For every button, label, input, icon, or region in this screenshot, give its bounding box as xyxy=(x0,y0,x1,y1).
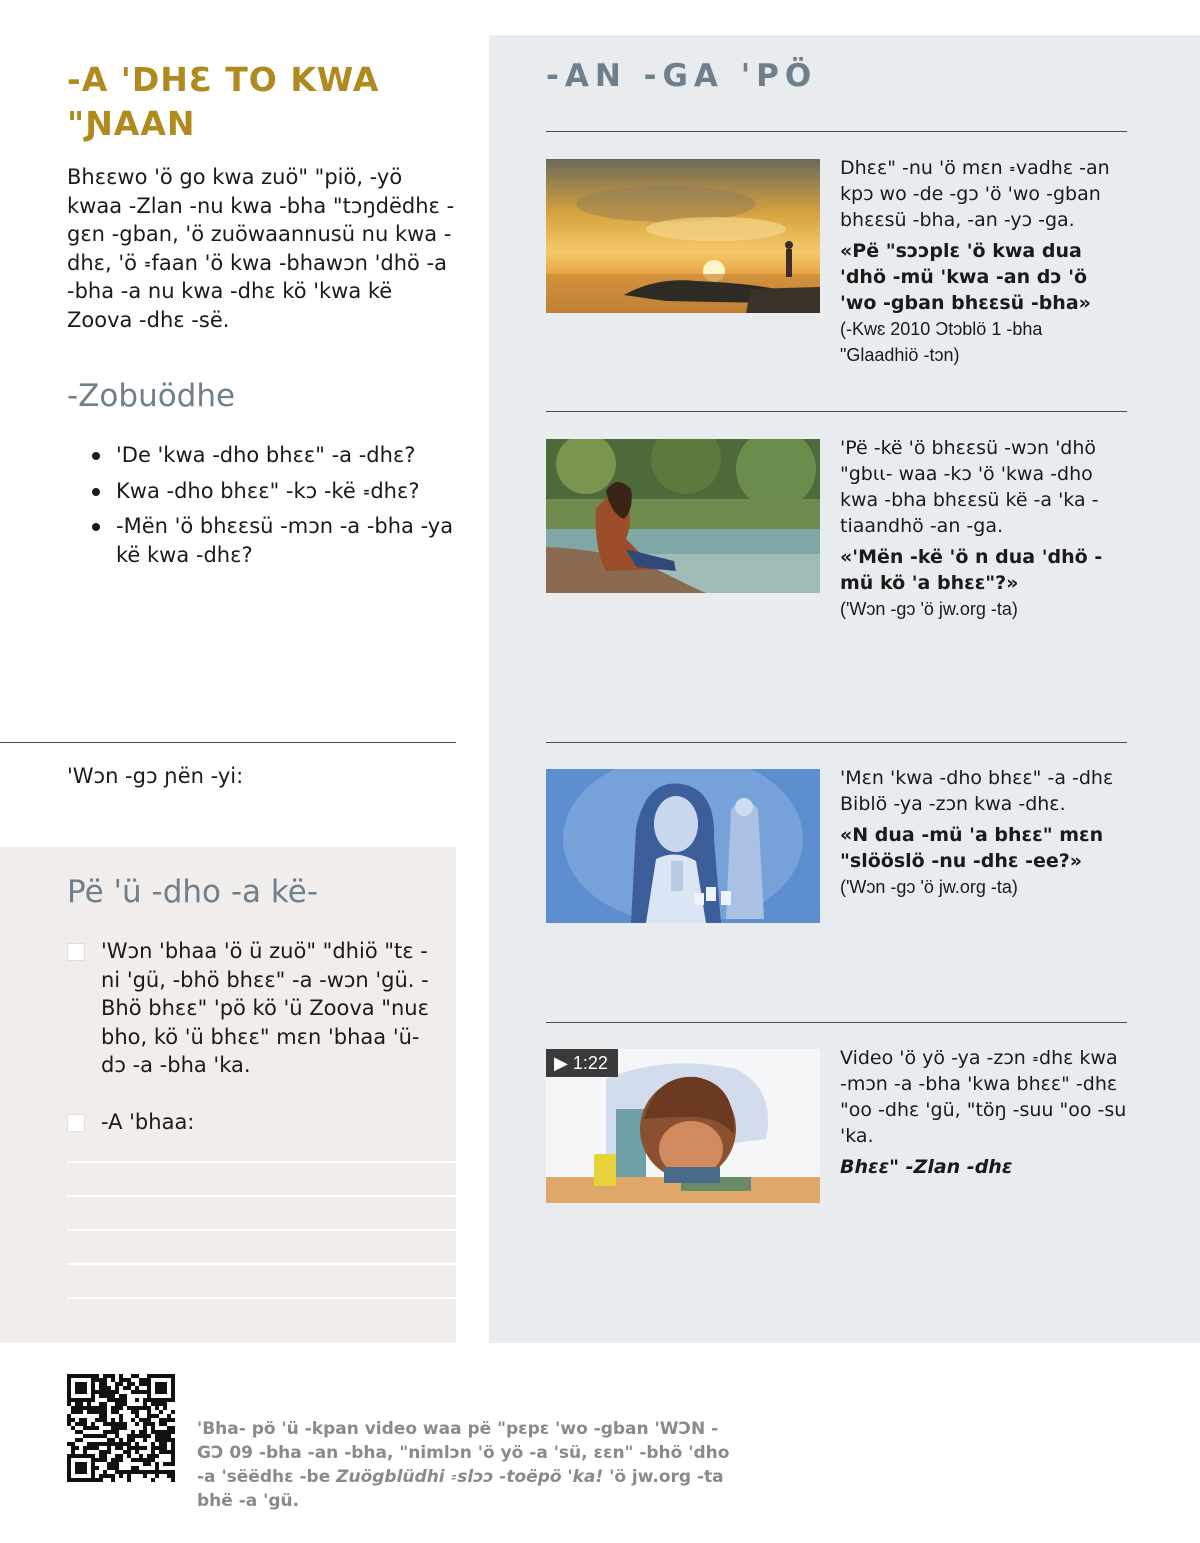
checkbox[interactable] xyxy=(67,1114,85,1132)
related-card-article xyxy=(840,155,1130,368)
card-source-italic: "Glaadhiö -tɔn) xyxy=(840,345,960,365)
practice-item-text: 'Wɔn 'bhaa 'ö ü zuö" "dhiö "tɛ -ni 'gü, -bhö bhɛɛ" -a -wɔn 'gü. -Bhö bhɛɛ" 'pö kö 'ü Zoova "nuɛ bho, kö 'ü bhɛɛ" mɛn 'bhaa 'ü- dɔ -a -bha 'ka. xyxy=(101,939,429,1077)
review-questions-list xyxy=(90,441,460,576)
related-card-video xyxy=(840,1045,1130,1180)
review-questions-heading: -Zobuödhe xyxy=(67,378,236,414)
divider xyxy=(546,1022,1127,1023)
lesson-title: -A 'DHƐ TO KWA "ƝAAN xyxy=(67,60,380,143)
divider xyxy=(546,131,1127,132)
card-description: 'Pë -kë 'ö bhɛɛsü -wɔn 'dhö "gbɩɩ- waa -kɔ 'ö 'kwa -dho kwa -bha bhɛɛsü kë -a 'ka -tiaandhö -an -ga. xyxy=(840,437,1099,537)
qr-code[interactable] xyxy=(67,1374,175,1482)
card-description: Dhɛɛ" -nu 'ö mɛn ꞊vadhɛ -an kpɔ wo -de -gɔ 'ö 'wo -gban bhɛɛsü -bha, -an -yɔ -ga. xyxy=(840,157,1110,231)
intro-paragraph: Bhɛɛwo 'ö go kwa zuö" "piö, -yö kwaa -Zlan -nu kwa -bha "tɔŋdëdhɛ -gɛn -gban, 'ö zuöwaannusü nu kwa -dhɛ, 'ö ꞊faan 'ö kwa -bhawɔn 'dhö -a -bha -a nu kwa -dhɛ kö 'kwa kë Zoova -dhɛ -së. xyxy=(67,165,455,332)
writing-line[interactable] xyxy=(67,1263,456,1265)
writing-line[interactable] xyxy=(67,1297,456,1299)
sunset-image[interactable] xyxy=(546,159,820,313)
review-question: 'De 'kwa -dho bhɛɛ" -a -dhɛ? xyxy=(90,441,460,470)
card-description: Video 'ö yö -ya -zɔn ꞊dhɛ kwa -mɔn -a -bha 'kwa bhɛɛ" -dhɛ "oo -dhɛ 'gü, "töŋ -suu "oo -su 'ka. xyxy=(840,1047,1127,1147)
related-card-article xyxy=(840,765,1130,900)
practice-heading: Pë 'ü -dho -a kë- xyxy=(67,874,319,910)
review-question: -Mën 'ö bhɛɛsü -mɔn -a -bha -ya kë kwa -dhɛ? xyxy=(90,512,460,569)
woman-by-water-image[interactable] xyxy=(546,439,820,593)
checkbox[interactable] xyxy=(67,943,85,961)
divider xyxy=(0,742,456,743)
footer-text-part: 'Bha- pö 'ü -kpan video waa pë "pɛpɛ 'wo -gban 'WƆN -GƆ 09 -bha -an -bha, "nimlɔn 'ö yö -a 'sü, ɛɛn" -bhö 'dho -a 'sëëdhɛ -be xyxy=(197,1419,730,1487)
review-question: Kwa -dho bhɛɛ" -kɔ -kë ꞊dhɛ? xyxy=(90,477,460,506)
footer-text-part: 'ö jw.org -ta bhë -a 'gü. xyxy=(197,1467,724,1511)
writing-line[interactable] xyxy=(67,1161,456,1163)
writing-line[interactable] xyxy=(67,1195,456,1197)
video-title[interactable]: Bhɛɛ" -Zlan -dhɛ xyxy=(840,1156,1013,1178)
next-lesson-label: 'Wɔn -gɔ ɲën -yi: xyxy=(67,764,244,788)
card-source: ('Wɔn -gɔ 'ö jw.org -ta) xyxy=(840,877,1018,897)
divider xyxy=(546,742,1127,743)
divider xyxy=(546,411,1127,412)
card-description: 'Mɛn 'kwa -dho bhɛɛ" -a -dhɛ Biblö -ya -zɔn kwa -dhɛ. xyxy=(840,767,1114,815)
related-section-title: -AN -GA 'PÖ xyxy=(546,58,818,94)
related-card-article xyxy=(840,435,1130,622)
footer-note xyxy=(197,1417,737,1513)
card-article-title[interactable]: «Pë "sɔɔplɛ 'ö kwa dua 'dhö -mü 'kwa -an dɔ 'ö 'wo -gban bhɛɛsü -bha» xyxy=(840,240,1091,314)
writing-line[interactable] xyxy=(67,1229,456,1231)
card-article-title[interactable]: «'Mën -kë 'ö n dua 'dhö -mü kö 'a bhɛɛ"?» xyxy=(840,546,1103,594)
card-source: ('Wɔn -gɔ 'ö jw.org -ta) xyxy=(840,599,1018,619)
video-duration-badge: ▶ 1:22 xyxy=(546,1049,618,1077)
card-article-title[interactable]: «N dua -mü 'a bhɛɛ" mɛn "slööslö -nu -dhɛ -ee?» xyxy=(840,824,1104,872)
footer-publication-title[interactable]: Zuögblüdhi ꞊slɔɔ -toëpö 'ka! xyxy=(336,1467,604,1487)
woman-praying-image[interactable] xyxy=(546,769,820,923)
practice-panel xyxy=(0,847,456,1343)
practice-item-text: -A 'bhaa: xyxy=(101,1110,195,1134)
video-thumbnail[interactable] xyxy=(546,1049,820,1203)
card-source: (-Kwɛ 2010 Ɔtɔblö 1 -bha xyxy=(840,319,1043,339)
